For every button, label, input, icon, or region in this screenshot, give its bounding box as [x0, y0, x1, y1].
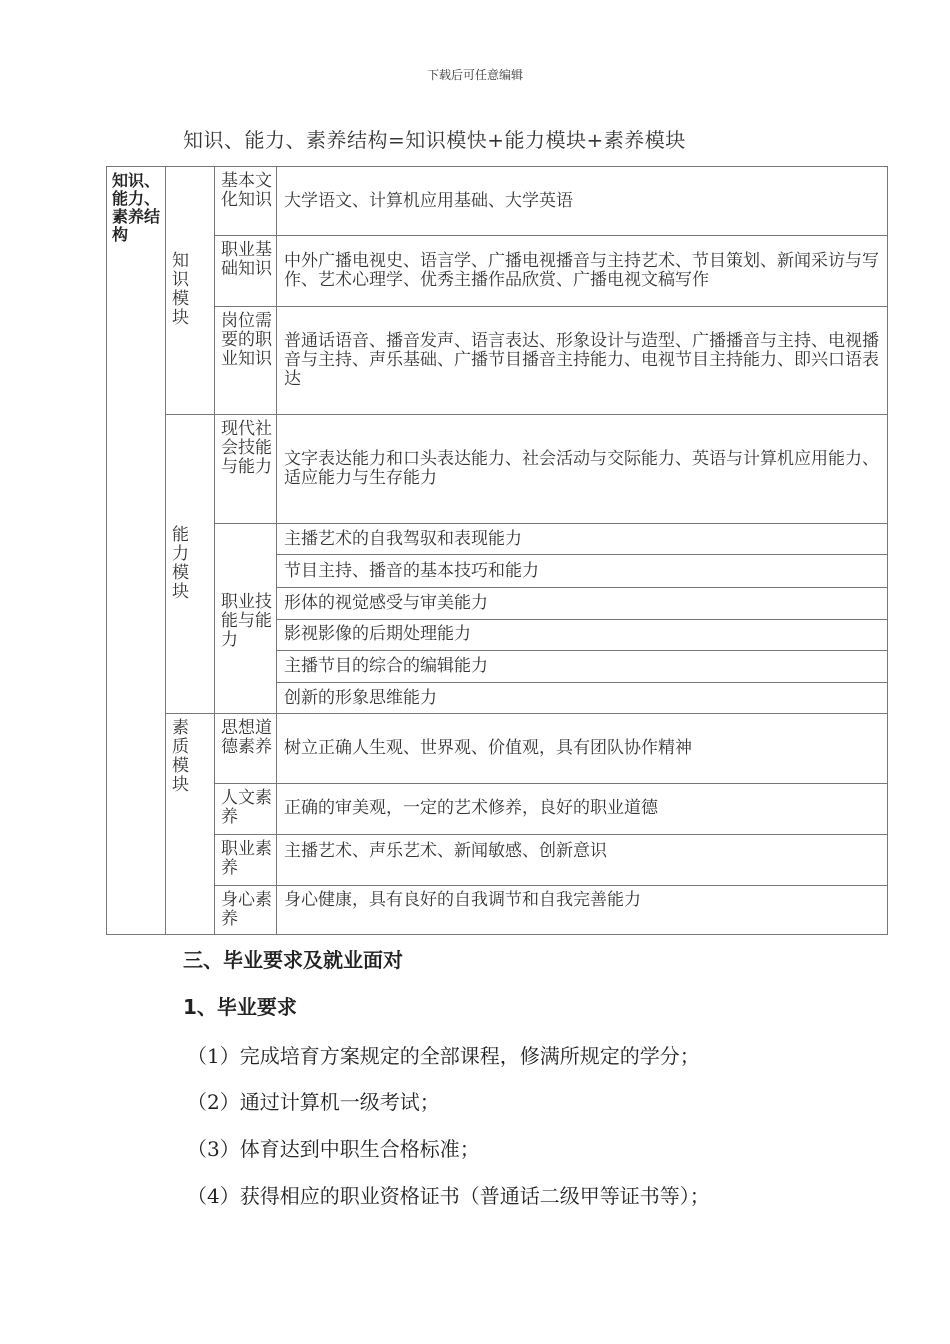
skill-item: 主播节目的综合的编辑能力	[277, 650, 888, 682]
group-content: 普通话语音、播音发声、语言表达、形象设计与造型、广播播音与主持、电视播音与主持、声乐基础、广播节目播音主持能力、电视节目主持能力、即兴口语表达	[277, 306, 888, 414]
group-content: 身心健康，具有良好的自我调节和自我完善能力	[277, 885, 888, 934]
table-row	[107, 167, 888, 236]
module-label-knowledge: 知识模块	[166, 167, 215, 415]
group-content: 正确的审美观，一定的艺术修养，良好的职业道德	[277, 784, 888, 834]
structure-table	[106, 166, 888, 935]
group-content: 文字表达能力和口头表达能力、社会活动与交际能力、英语与计算机应用能力、适应能力与生存能力	[277, 414, 888, 523]
root-label-cell: 知识、能力、素养结构	[107, 167, 166, 935]
requirement-item: （3）体育达到中职生合格标准；	[187, 1137, 480, 1161]
group-label: 思想道德素养	[215, 714, 277, 784]
requirement-item: （4）获得相应的职业资格证书（普通话二级甲等证书等）；	[187, 1184, 710, 1208]
group-content: 中外广播电视史、语言学、广播电视播音与主持艺术、节目策划、新闻采访与写作、艺术心理学、优秀主播作品欣赏、广播电视文稿写作	[277, 236, 888, 306]
requirement-item: （1）完成培育方案规定的全部课程，修满所规定的学分；	[187, 1044, 700, 1068]
skill-item: 形体的视觉感受与审美能力	[277, 587, 888, 619]
section-heading: 三、毕业要求及就业面对	[183, 948, 403, 972]
skill-item: 影视影像的后期处理能力	[277, 619, 888, 650]
table-row	[107, 524, 888, 555]
module-label-quality: 素质模块	[166, 714, 215, 935]
group-content: 主播艺术、声乐艺术、新闻敏感、创新意识	[277, 834, 888, 885]
skill-item: 主播艺术的自我驾驭和表现能力	[277, 524, 888, 555]
group-content: 大学语文、计算机应用基础、大学英语	[277, 167, 888, 236]
group-label: 职业技能与能力	[215, 524, 277, 714]
table-row	[107, 834, 888, 885]
group-label: 现代社会技能与能力	[215, 414, 277, 523]
group-label: 职业基础知识	[215, 236, 277, 306]
table-row	[107, 714, 888, 784]
group-label: 基本文化知识	[215, 167, 277, 236]
table-row	[107, 885, 888, 934]
table-row	[107, 236, 888, 306]
group-content: 树立正确人生观、世界观、价值观，具有团队协作精神	[277, 714, 888, 784]
requirement-item: （2）通过计算机一级考试；	[187, 1090, 440, 1114]
skill-item: 节目主持、播音的基本技巧和能力	[277, 555, 888, 587]
skill-item: 创新的形象思维能力	[277, 682, 888, 713]
group-label: 身心素养	[215, 885, 277, 934]
table-row	[107, 306, 888, 414]
module-label-ability: 能力模块	[166, 414, 215, 713]
structure-title: 知识、能力、素养结构=知识模快+能力模块+素养模块	[183, 128, 686, 152]
group-label: 人文素养	[215, 784, 277, 834]
page-header: 下载后可任意编辑	[426, 68, 523, 82]
group-label: 岗位需要的职业知识	[215, 306, 277, 414]
subsection-heading: 1、毕业要求	[183, 995, 297, 1019]
group-label: 职业素养	[215, 834, 277, 885]
table-row	[107, 414, 888, 523]
table-row	[107, 784, 888, 834]
